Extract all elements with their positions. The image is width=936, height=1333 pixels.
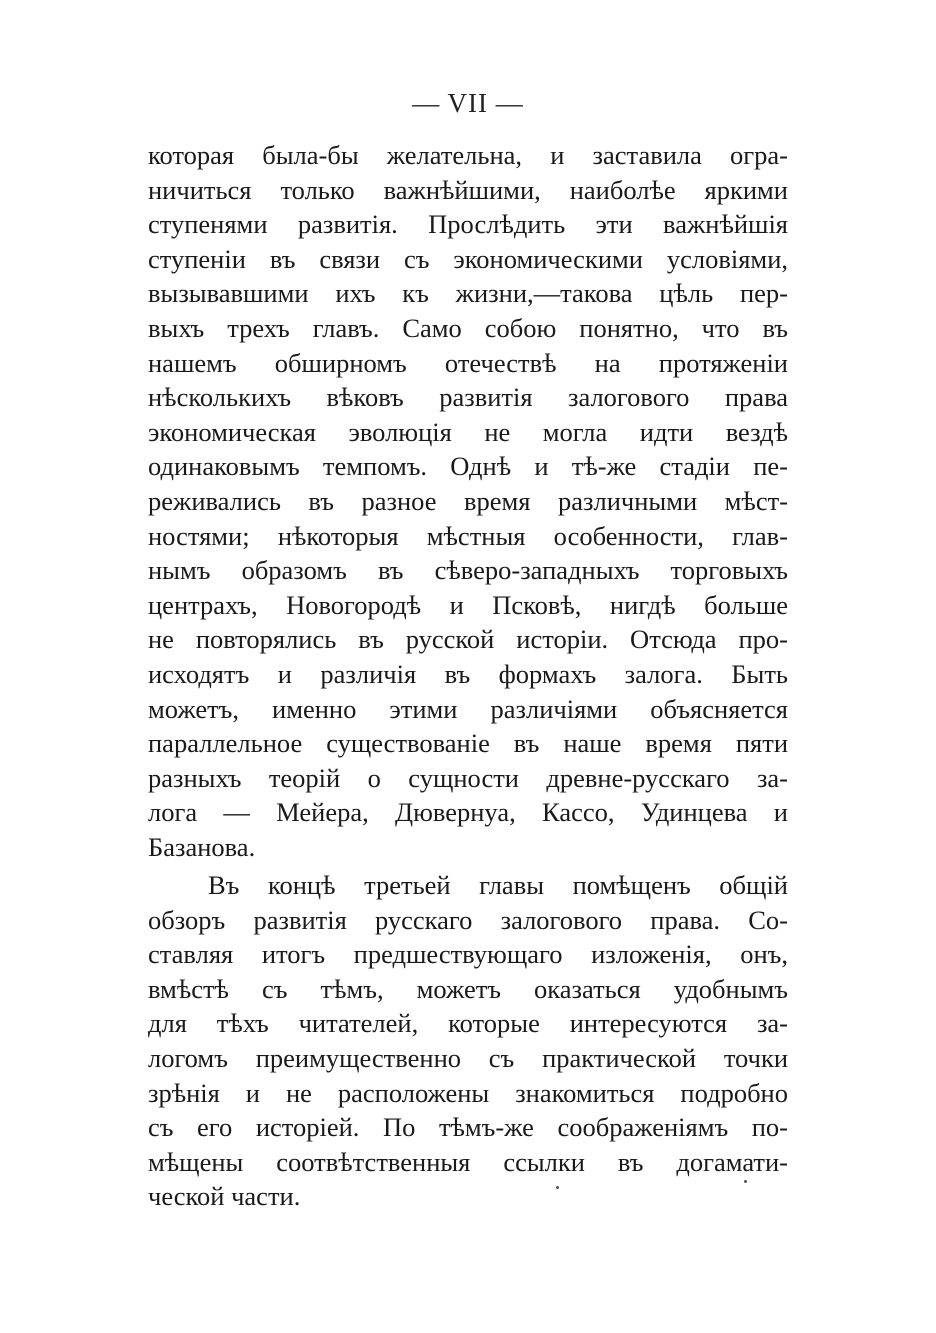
- paragraph-1: [148, 138, 788, 864]
- text-line: нашемъ обширномъ отечествѣ на протяженіи: [148, 347, 788, 378]
- page-number: — VII —: [412, 88, 524, 118]
- text-line: съ его исторіей. По тѣмъ-же соображеніямъ по-: [148, 1112, 788, 1143]
- text-line: параллельное существованіе въ наше время пяти: [148, 728, 788, 759]
- text-line: нымъ образомъ въ сѣверо-западныхъ торговыхъ: [148, 555, 788, 586]
- paragraph-2: [148, 868, 788, 1214]
- text-line: вмѣстѣ съ тѣмъ, можетъ оказаться удобнымъ: [148, 973, 788, 1004]
- text-line: нѣсколькихъ вѣковъ развитія залогового права: [148, 382, 788, 413]
- text-line: ностями; нѣкоторыя мѣстныя особенности, глав-: [148, 520, 788, 551]
- text-line: для тѣхъ читателей, которые интересуются за-: [148, 1008, 788, 1039]
- text-line: центрахъ, Новогородѣ и Псковѣ, нигдѣ больше: [148, 589, 788, 620]
- text-line: ступеніи въ связи съ экономическими условіями,: [148, 243, 788, 274]
- text-line: вызывавшими ихъ къ жизни,—такова цѣль пер-: [148, 278, 788, 309]
- print-speck: [744, 1180, 747, 1183]
- text-line: исходятъ и различія въ формахъ залога. Быть: [148, 658, 788, 689]
- text-line: ческой части.: [148, 1181, 301, 1212]
- text-line: экономическая эволюція не могла идти вездѣ: [148, 416, 788, 447]
- text-line: логомъ преимущественно съ практической точки: [148, 1042, 788, 1073]
- text-line: ступенями развитія. Прослѣдить эти важнѣйшія: [148, 209, 788, 240]
- print-speck: [556, 1186, 559, 1189]
- text-line: выхъ трехъ главъ. Само собою понятно, что въ: [148, 312, 788, 343]
- text-line: мѣщены соотвѣтственныя ссылки въ догамати-: [148, 1146, 788, 1177]
- text-line: не повторялись въ русской исторіи. Отсюда про-: [148, 624, 788, 655]
- text-line: ставляя итогъ предшествующаго изложенія, онъ,: [148, 939, 788, 970]
- text-line: ничиться только важнѣйшими, наиболѣе яркими: [148, 174, 788, 205]
- text-line: лога — Мейера, Дювернуа, Кассо, Удинцева и: [148, 797, 788, 828]
- text-line: разныхъ теорій о сущности древне-русскаго за-: [148, 762, 788, 793]
- text-line: которая была-бы желательна, и заставила огра-: [148, 140, 788, 170]
- text-line: одинаковымъ темпомъ. Однѣ и тѣ-же стадіи пе-: [148, 451, 788, 482]
- text-line: обзоръ развитія русскаго залогового права. Со-: [148, 904, 788, 935]
- text-line: можетъ, именно этими различіями объясняется: [148, 693, 788, 724]
- text-line: реживались въ разное время различными мѣст-: [148, 485, 788, 516]
- text-line: Въ концѣ третьей главы помѣщенъ общій: [208, 870, 788, 900]
- text-line: зрѣнія и не расположены знакомиться подробно: [148, 1077, 788, 1108]
- text-line: Базанова.: [148, 831, 256, 862]
